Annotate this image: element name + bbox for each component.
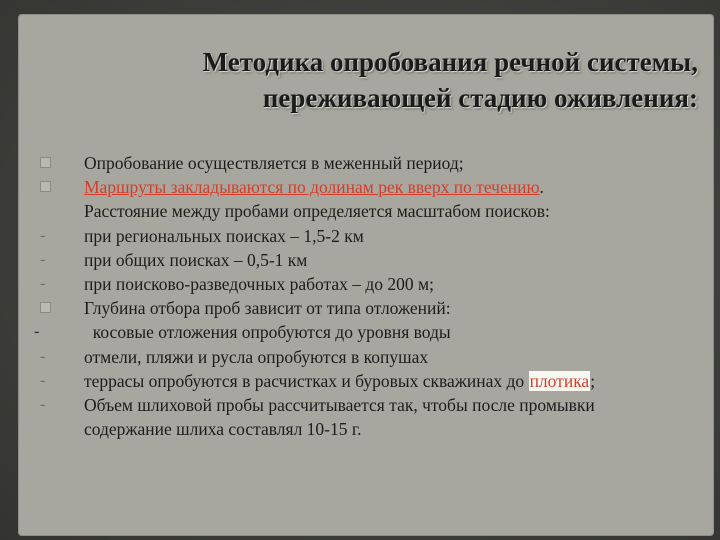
list-item-text: Расстояние между пробами определяется масштабом поисков: (84, 201, 550, 222)
list-item-text: при региональных поисках – 1,5-2 км (84, 225, 364, 246)
list-item (36, 199, 716, 223)
list-item (36, 248, 716, 272)
list-item-text: Опробование осуществляется в меженный период; (84, 153, 464, 173)
punctuation: ; (590, 370, 596, 391)
list-item (36, 272, 716, 296)
list-item (36, 417, 716, 441)
content-panel (18, 14, 714, 536)
list-item-text: Объем шлиховой пробы рассчитывается так, чтобы после промывки (84, 394, 595, 415)
dash-bullet-icon: - (40, 274, 46, 292)
dash-bullet-icon: - (40, 395, 46, 413)
list-item (36, 224, 716, 248)
list-item-text: косовые отложения опробуются до уровня воды (84, 322, 451, 343)
list-item-text: при поисково-разведочных работах – до 200 м; (84, 273, 434, 294)
title-line-1: Методика опробования речной системы, (202, 47, 698, 77)
dash-bullet-icon: - (34, 323, 40, 341)
list-item (36, 151, 716, 175)
dash-bullet-icon: - (40, 250, 46, 268)
slide-title (18, 44, 698, 116)
list-item (36, 320, 716, 344)
dash-bullet-icon: - (40, 226, 46, 244)
list-item-text: содержание шлиха составлял 10-15 г. (84, 419, 362, 440)
slide-body (36, 151, 716, 441)
list-item-text: отмели, пляжи и русла опробуются в копушах (84, 346, 429, 367)
title-line-2: переживающей стадию оживления: (262, 83, 698, 113)
route-link-text: Маршруты закладываются по долинам рек вверх по течению (84, 177, 540, 198)
list-item (36, 345, 716, 369)
list-item-text: при общих поисках – 0,5-1 км (84, 249, 308, 270)
terrace-text: террасы опробуются в расчистках и буровых скважинах до (84, 370, 529, 391)
list-item-text: Глубина отбора проб зависит от типа отложений: (84, 298, 451, 319)
punctuation: . (539, 177, 544, 198)
highlight-term: плотика (529, 370, 590, 391)
list-item (36, 393, 716, 417)
list-item-text (84, 175, 544, 199)
list-item (36, 296, 716, 320)
list-item (36, 369, 716, 393)
list-item (36, 175, 716, 199)
dash-bullet-icon: - (40, 347, 46, 365)
dash-bullet-icon: - (40, 371, 46, 389)
list-item-text (84, 369, 595, 393)
